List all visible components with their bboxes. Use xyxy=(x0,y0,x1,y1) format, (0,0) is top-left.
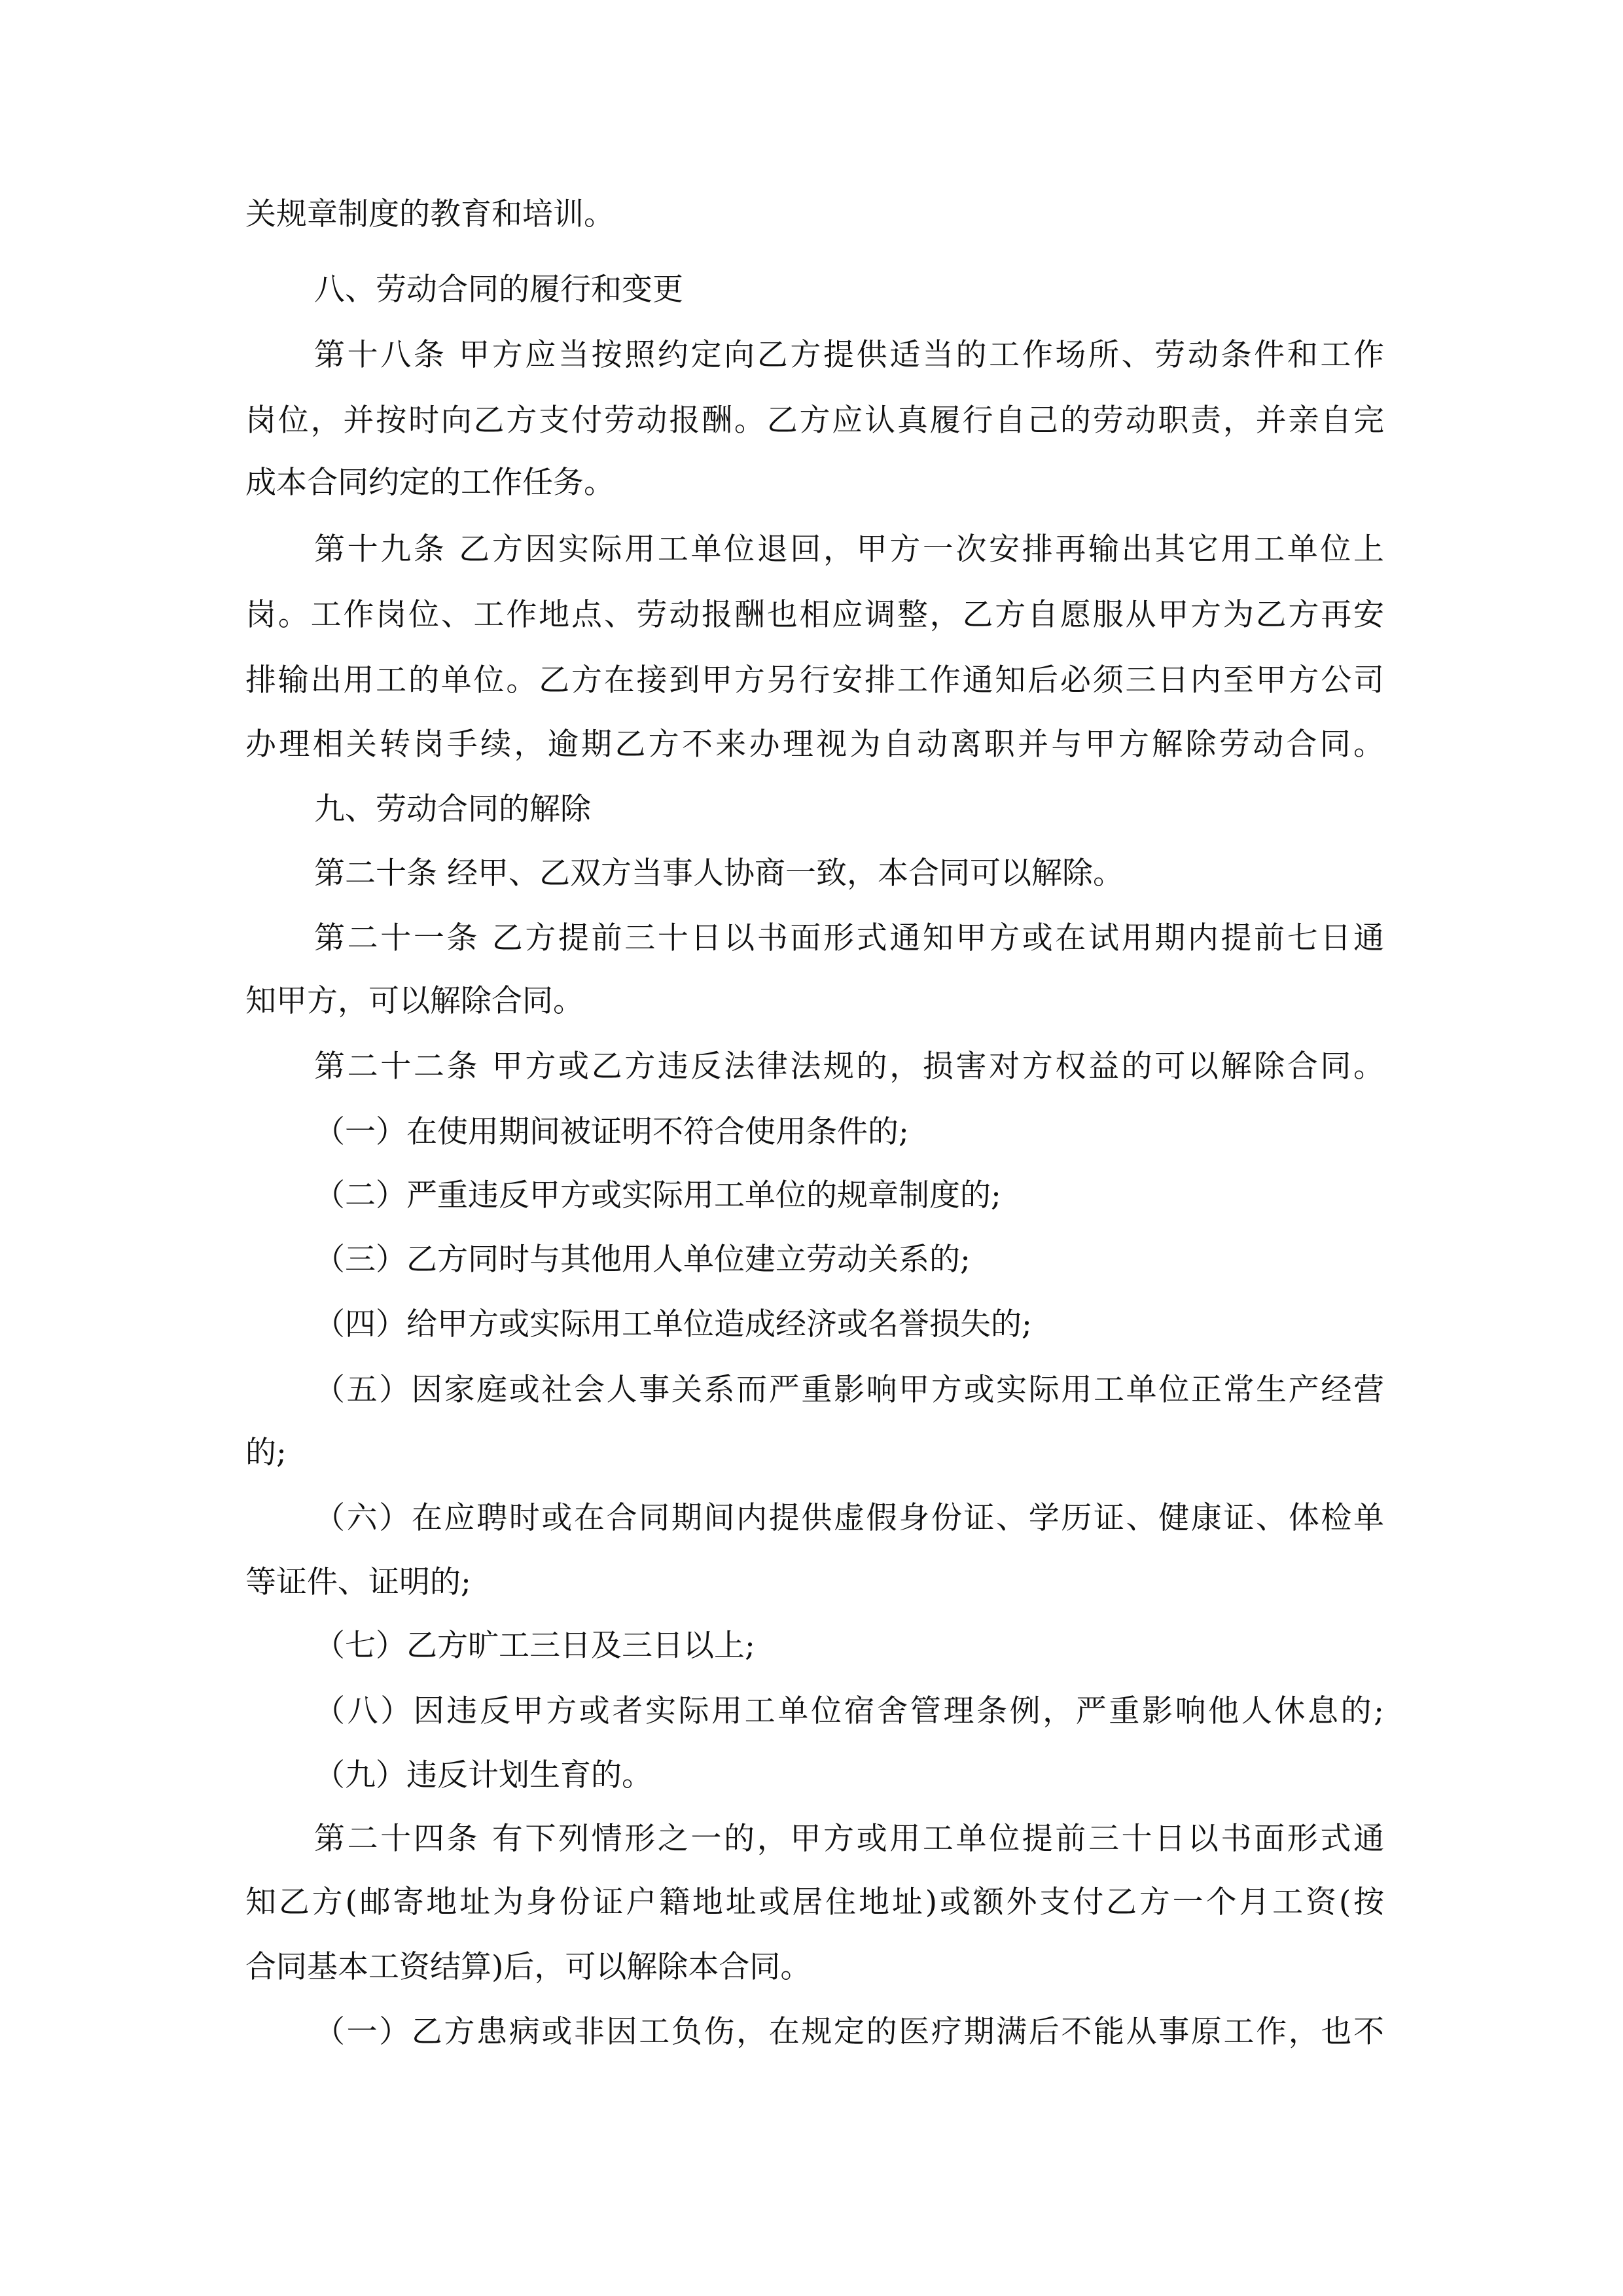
text-line: 第二十四条 有下列情形之一的，甲方或用工单位提前三十日以书面形式通 xyxy=(314,1821,1384,1857)
text-line: 第二十条 经甲、乙双方当事人协商一致，本合同可以解除。 xyxy=(314,855,1124,891)
text-line: 岗。工作岗位、工作地点、劳动报酬也相应调整，乙方自愿服从甲方为乙方再安 xyxy=(245,597,1384,633)
text-line: 成本合同约定的工作任务。 xyxy=(245,465,615,501)
text-line: 第二十一条 乙方提前三十日以书面形式通知甲方或在试用期内提前七日通 xyxy=(314,920,1384,956)
section-heading: 九、劳动合同的解除 xyxy=(314,791,591,827)
list-item: （四）给甲方或实际用工单位造成经济或名誉损失的; xyxy=(314,1306,1032,1342)
text-line: 第二十二条 甲方或乙方违反法律法规的，损害对方权益的可以解除合同。 xyxy=(314,1049,1384,1085)
list-item: （一）在使用期间被证明不符合使用条件的; xyxy=(314,1114,909,1150)
list-item: （九）违反计划生育的。 xyxy=(314,1757,652,1793)
list-item: （六）在应聘时或在合同期间内提供虚假身份证、学历证、健康证、体检单 xyxy=(314,1500,1384,1536)
list-item: （七）乙方旷工三日及三日以上; xyxy=(314,1628,755,1664)
text-line: 合同基本工资结算)后，可以解除本合同。 xyxy=(245,1949,812,1985)
text-line: 办理相关转岗手续，逾期乙方不来办理视为自动离职并与甲方解除劳动合同。 xyxy=(245,726,1384,762)
text-line: 排输出用工的单位。乙方在接到甲方另行安排工作通知后必须三日内至甲方公司 xyxy=(245,662,1384,698)
list-item: （二）严重违反甲方或实际用工单位的规章制度的; xyxy=(314,1177,1001,1213)
text-line: 知乙方(邮寄地址为身份证户籍地址或居住地址)或额外支付乙方一个月工资(按 xyxy=(245,1884,1384,1920)
text-line: 关规章制度的教育和培训。 xyxy=(245,196,615,232)
text-line: 的; xyxy=(245,1435,287,1471)
text-line: 知甲方，可以解除合同。 xyxy=(245,983,584,1019)
text-line: 等证件、证明的; xyxy=(245,1564,471,1600)
list-item: （八）因违反甲方或者实际用工单位宿舍管理条例，严重影响他人休息的; xyxy=(314,1693,1384,1729)
section-heading: 八、劳动合同的履行和变更 xyxy=(314,272,683,308)
text-line: 第十九条 乙方因实际用工单位退回，甲方一次安排再输出其它用工单位上 xyxy=(314,531,1384,567)
text-line: 第十八条 甲方应当按照约定向乙方提供适当的工作场所、劳动条件和工作 xyxy=(314,337,1384,373)
text-line: 岗位，并按时向乙方支付劳动报酬。乙方应认真履行自己的劳动职责，并亲自完 xyxy=(245,403,1384,439)
list-item: （五）因家庭或社会人事关系而严重影响甲方或实际用工单位正常生产经营 xyxy=(314,1372,1384,1408)
list-item: （三）乙方同时与其他用人单位建立劳动关系的; xyxy=(314,1242,971,1278)
list-item: （一）乙方患病或非因工负伤，在规定的医疗期满后不能从事原工作，也不 xyxy=(314,2014,1384,2050)
